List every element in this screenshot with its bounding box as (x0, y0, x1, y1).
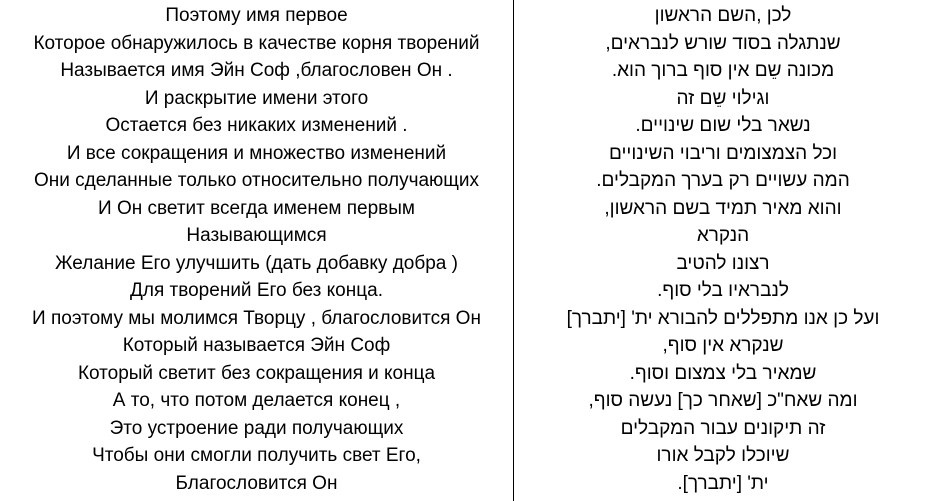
russian-line: А то, что потом делается конец , (112, 390, 401, 411)
hebrew-line: שנתגלה בסוד שורש לנבראים, (605, 32, 841, 54)
hebrew-text-column (514, 0, 932, 501)
russian-line: Поэтому имя первое (165, 5, 348, 26)
russian-line: Они сделанные только относительно получающих (33, 170, 480, 191)
hebrew-line: שנקרא אין סוף, (662, 335, 784, 356)
russian-line: И все сокращения и множество изменений (66, 142, 447, 164)
russian-line: Желание Его улучшить (дать добавку добра ) (55, 252, 458, 274)
hebrew-line: שמאיר בלי צמצום וסוף. (629, 362, 817, 384)
russian-line: Которое обнаружилось в качестве корня творений (33, 32, 480, 54)
russian-line: Благословится Он (175, 472, 338, 494)
russian-line: И Он светит всегда именем первым (98, 197, 415, 219)
russian-line: Остается без никаких изменений . (105, 115, 408, 136)
russian-line: Называющимся (186, 225, 327, 246)
hebrew-line: לנבראיו בלי סוף. (657, 280, 789, 301)
hebrew-line: ועל כן אנו מתפללים להבורא ית' [יתברך] (566, 307, 880, 329)
russian-line: И раскрытие имени этого (144, 87, 369, 109)
hebrew-line: רצונו להטיב (676, 252, 770, 274)
russian-line: Называется имя Эйн Соф ,благословен Он . (60, 60, 453, 81)
hebrew-line: וכל הצמצומים וריבוי השינויים (608, 142, 838, 164)
russian-line: Который называется Эйн Соф (122, 335, 391, 356)
hebrew-line: ית' [יתברך]. (677, 472, 769, 494)
hebrew-line: וגילוי שֵם זה (676, 87, 770, 109)
russian-line: Чтобы они смогли получить свет Его, (92, 445, 421, 466)
hebrew-line: המה עשויים רק בערך המקבלים. (596, 170, 850, 191)
hebrew-line: זה תיקונים עבור המקבלים (620, 417, 826, 439)
russian-line: И поэтому мы молимся Творцу , благословится Он (32, 307, 481, 329)
hebrew-line: ומה שאח"כ [שאחר כך] נעשה סוף, (588, 390, 858, 411)
hebrew-line: מכונה שֵם אין סוף ברוך הוא. (611, 60, 835, 81)
russian-line: Это устроение ради получающих (109, 417, 404, 439)
hebrew-line: נשאר בלי שום שינויים. (635, 115, 811, 136)
hebrew-line: הנקרא (696, 225, 750, 246)
hebrew-line: לכן ,השם הראשון (654, 5, 792, 26)
russian-line: Для творений Его без конца. (130, 280, 383, 301)
hebrew-line: שיוכלו לקבל אורו (656, 445, 790, 466)
russian-line: Который светит без сокращения и конца (77, 362, 436, 384)
hebrew-line: והוא מאיר תמיד בשם הראשון, (604, 197, 842, 219)
